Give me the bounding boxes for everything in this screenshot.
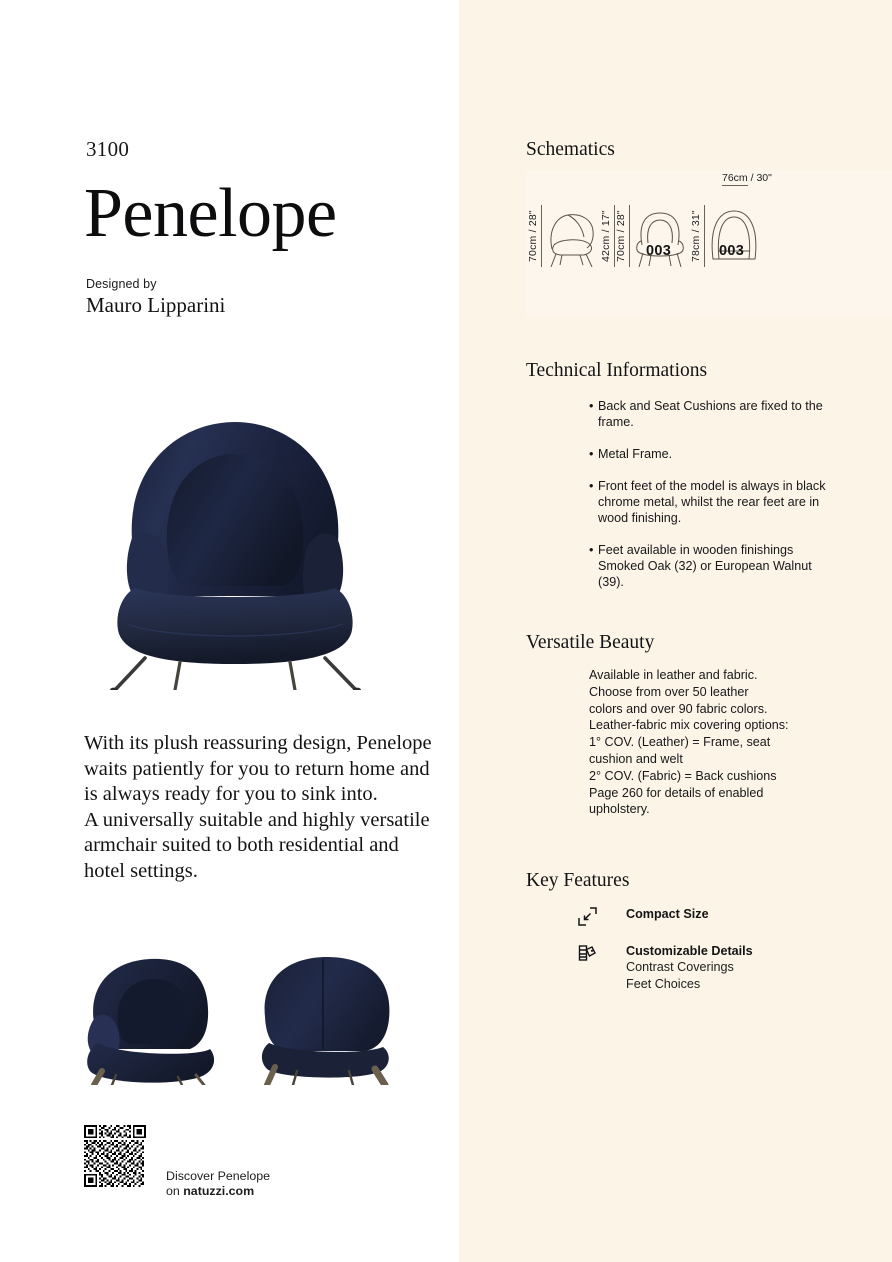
- alternate-view-front: [87, 959, 214, 1085]
- key-feature-title: Compact Size: [626, 907, 709, 921]
- key-feature-item: [578, 906, 858, 931]
- width-metric: 76cm: [722, 172, 748, 184]
- page-title: Penelope: [84, 175, 337, 252]
- versatile-beauty-title: Versatile Beauty: [526, 632, 655, 653]
- schematics-title: Schematics: [526, 139, 615, 160]
- technical-title: Technical Informations: [526, 360, 708, 381]
- technical-item: • Front feet of the model is always in black chrome metal, whilst the rear feet are in wood finishing.: [589, 478, 829, 526]
- customizable-details-icon: [578, 943, 604, 968]
- key-feature-detail: Feet Choices: [626, 976, 701, 991]
- qr-caption-line1: Discover Penelope: [166, 1169, 271, 1183]
- dimension-label-0: 70cm / 28": [527, 205, 542, 267]
- qr-caption-line2: [166, 1184, 270, 1199]
- technical-item: • Back and Seat Cushions are fixed to the frame.: [589, 398, 829, 430]
- dimension-label-3: 78cm / 31": [690, 205, 705, 267]
- designed-by-label: Designed by: [86, 277, 157, 291]
- key-features-title: Key Features: [526, 870, 630, 891]
- brand-domain: natuzzi.com: [183, 1184, 255, 1198]
- hero-product-image: [75, 390, 395, 690]
- model-code: 3100: [86, 137, 130, 161]
- designer-name: Mauro Lipparini: [86, 293, 226, 317]
- compact-size-icon: [578, 906, 604, 931]
- schematic-side-view: [542, 205, 600, 267]
- product-description: With its plush reassuring design, Penelope waits patiently for you to return home and is always ready for you to sink into. A universally suitable and highly versatile armchair suited to both residential and hotel settings.: [84, 732, 432, 882]
- dimension-label-1: 42cm / 17": [600, 205, 615, 267]
- versatile-beauty-text: Available in leather and fabric. Choose from over 50 leather colors and over 90 fabric colors. Leather-fabric mix covering options: 1° COV. (Leather) = Frame, seat cushion and welt 2° COV. (Fabric) = Back cushions Page 260 for details of enabled upholstery.: [589, 668, 789, 817]
- alternate-view-rear: [262, 957, 390, 1085]
- alternate-views: [78, 945, 408, 1085]
- qr-caption: [166, 1169, 270, 1199]
- key-feature-item: [578, 943, 858, 992]
- technical-list: [589, 398, 829, 606]
- qr-code[interactable]: [84, 1125, 146, 1187]
- key-feature-body: [604, 943, 753, 992]
- key-feature-body: [604, 906, 709, 922]
- dimension-label-2: 70cm / 28": [615, 205, 630, 267]
- key-feature-title: Customizable Details: [626, 944, 753, 958]
- key-feature-detail: Contrast Coverings: [626, 960, 734, 974]
- schematic-width-dimension: [722, 172, 772, 184]
- width-imperial: / 30": [747, 172, 772, 184]
- schematic-code-top: 003: [719, 243, 745, 259]
- schematic-code-front: 003: [646, 243, 672, 259]
- qr-caption-prefix: on: [166, 1184, 184, 1198]
- technical-item: • Feet available in wooden finishings Smoked Oak (32) or European Walnut (39).: [589, 542, 829, 590]
- key-features-list: [578, 906, 858, 1004]
- technical-item: • Metal Frame.: [589, 446, 829, 462]
